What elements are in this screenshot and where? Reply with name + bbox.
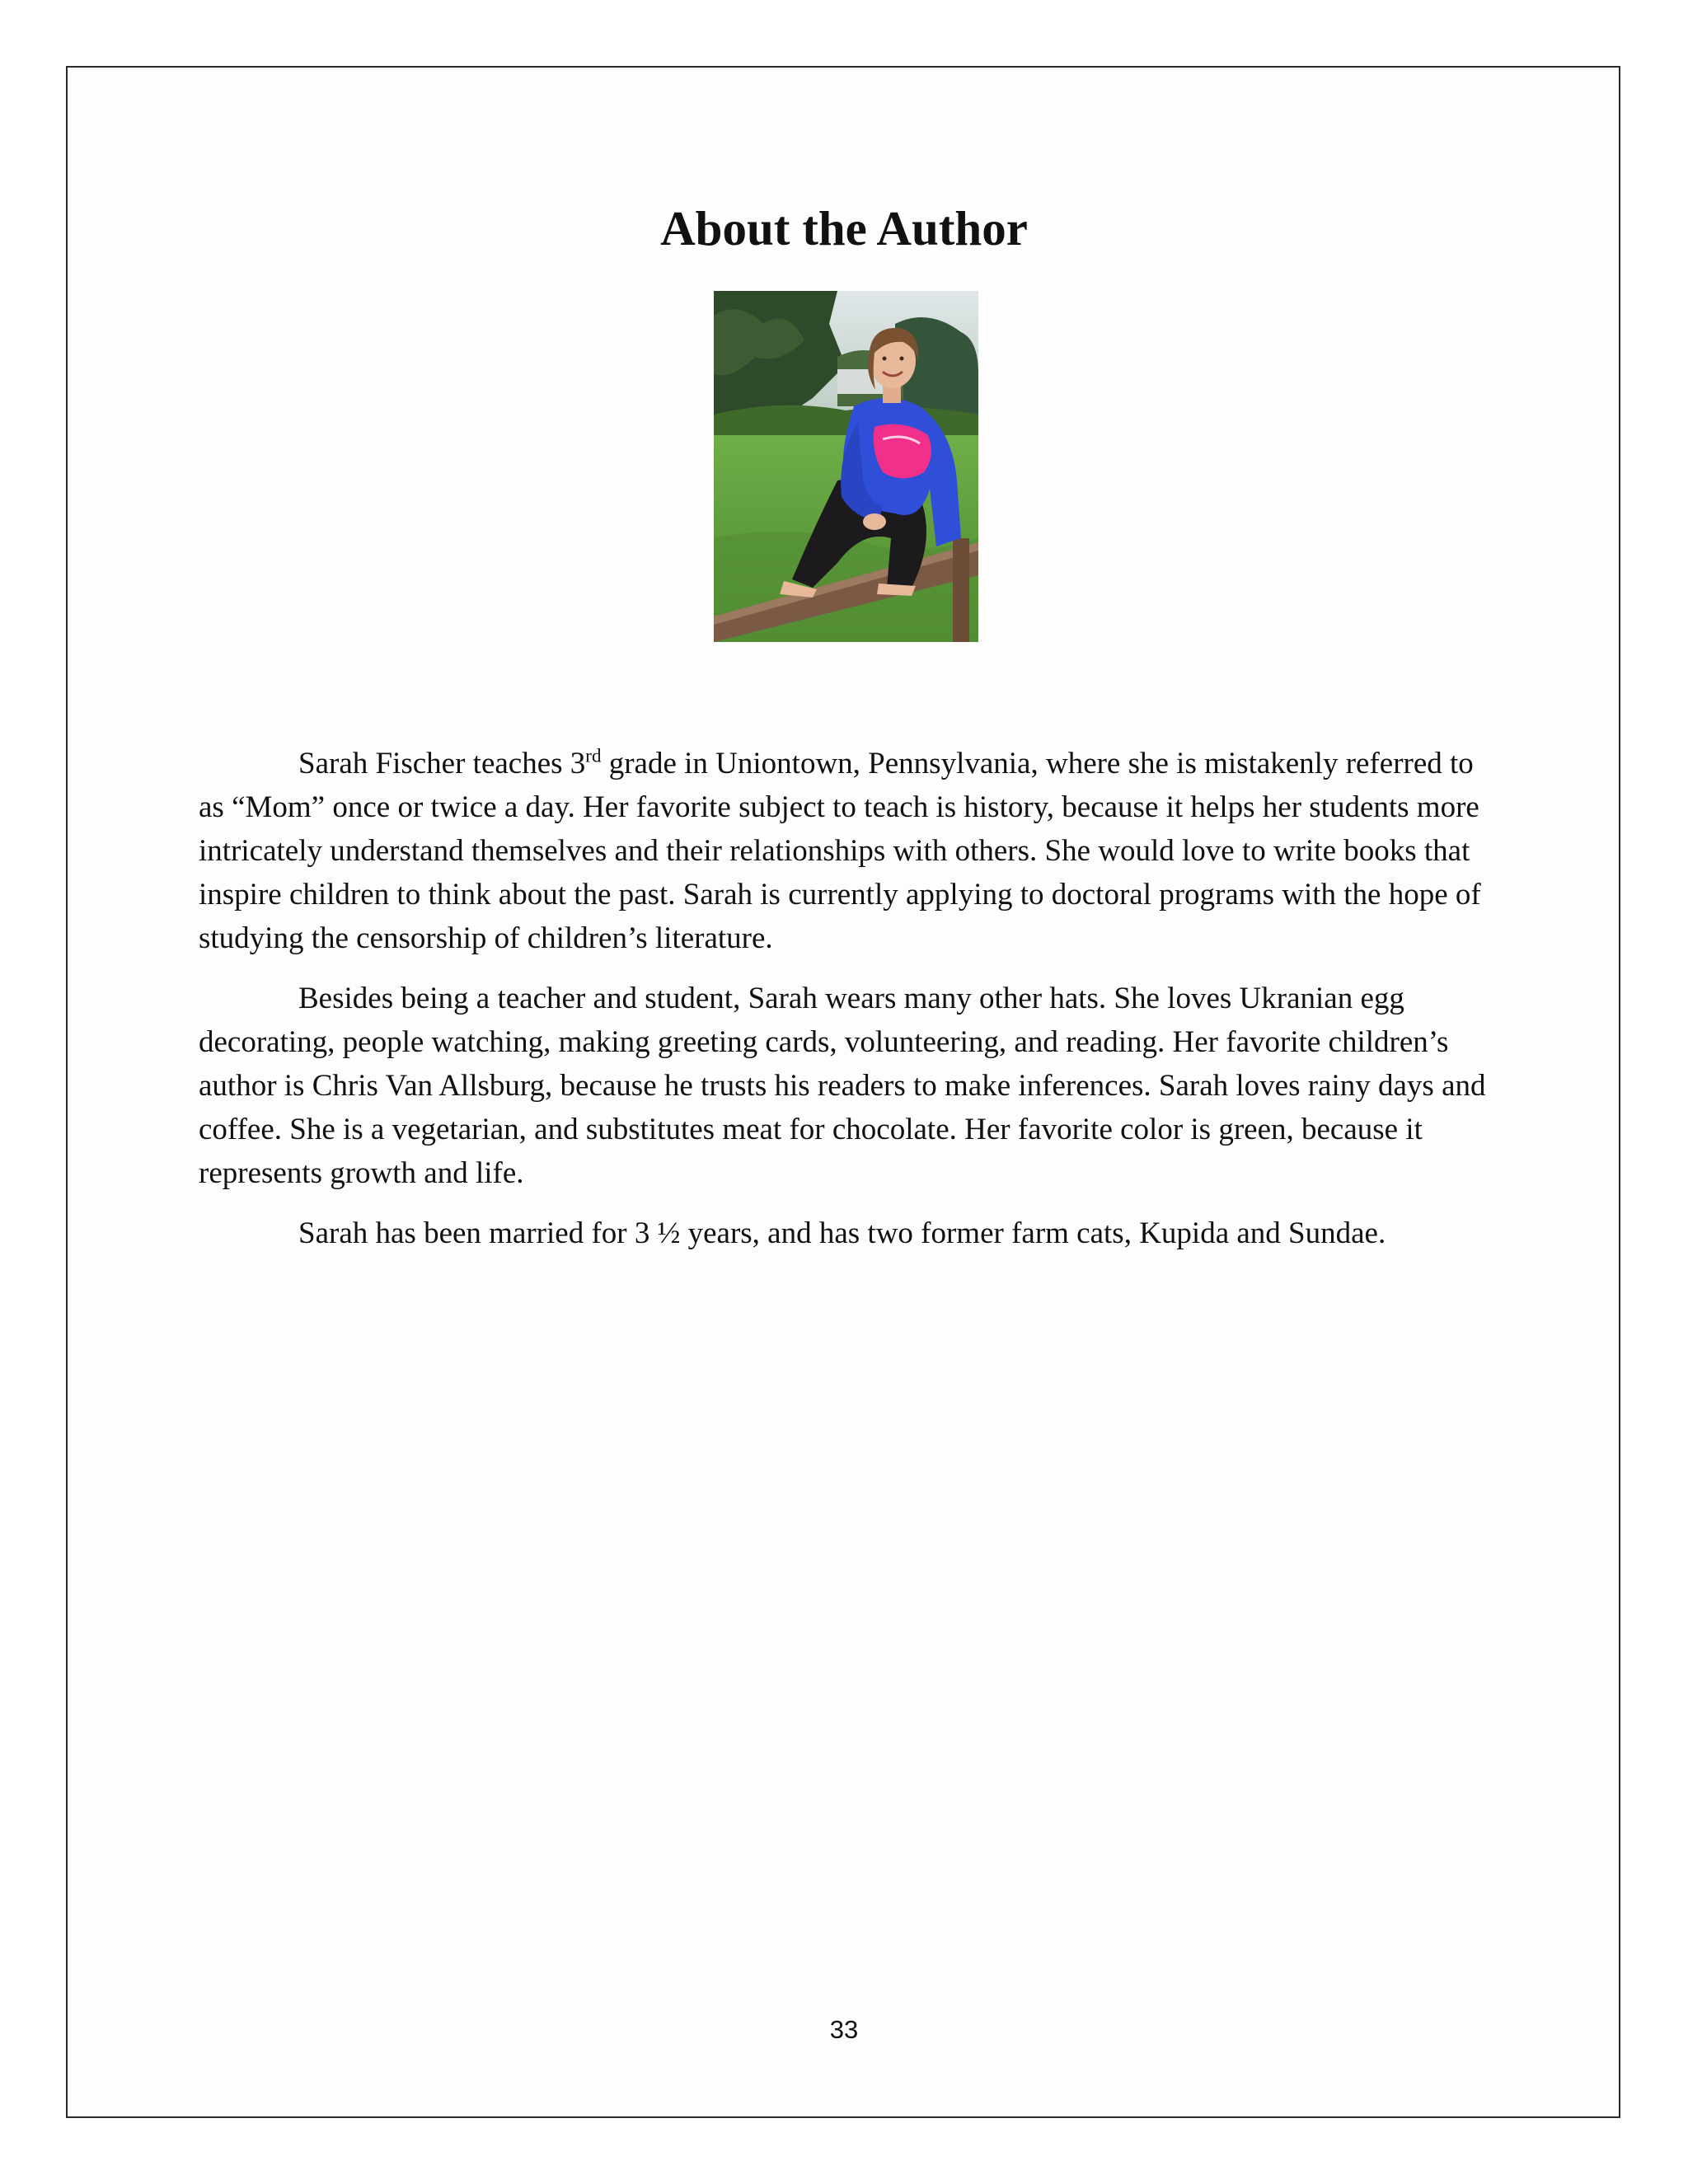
- page-title: About the Author: [660, 201, 1028, 255]
- bio-paragraph-1-rest: grade in Uniontown, Pennsylvania, where she is mistakenly referred to as “Mom” once or twice a day. Her favorite subject to teach is history, because it helps her students more intricately understand themselves and their relationships with others. She would love to write books that inspire children to think about the past. Sarah is currently applying to doctoral programs with the hope of studying the censorship of children’s literature.: [199, 747, 1481, 955]
- bio-paragraph-1: [199, 742, 1501, 960]
- page-number: 33: [829, 2015, 859, 2044]
- author-bio: [199, 742, 1501, 1272]
- author-portrait-icon: [714, 291, 978, 642]
- ordinal-suffix: rd: [585, 745, 602, 766]
- bio-paragraph-3: Sarah has been married for 3 ½ years, and has two former farm cats, Kupida and Sundae.: [298, 1216, 1386, 1250]
- bio-paragraph-1-start: Sarah Fischer teaches 3: [298, 747, 586, 780]
- author-photo: [714, 291, 978, 642]
- bio-paragraph-2: Besides being a teacher and student, Sarah wears many other hats. She loves Ukranian egg decorating, people watching, making greeting cards, volunteering, and reading. Her favorite children’s author is Chris Van Allsburg, because he trusts his readers to make inferences. Sarah loves rainy days and coffee. She is a vegetarian, and substitutes meat for chocolate. Her favorite color is green, because it represents growth and life.: [199, 982, 1486, 1190]
